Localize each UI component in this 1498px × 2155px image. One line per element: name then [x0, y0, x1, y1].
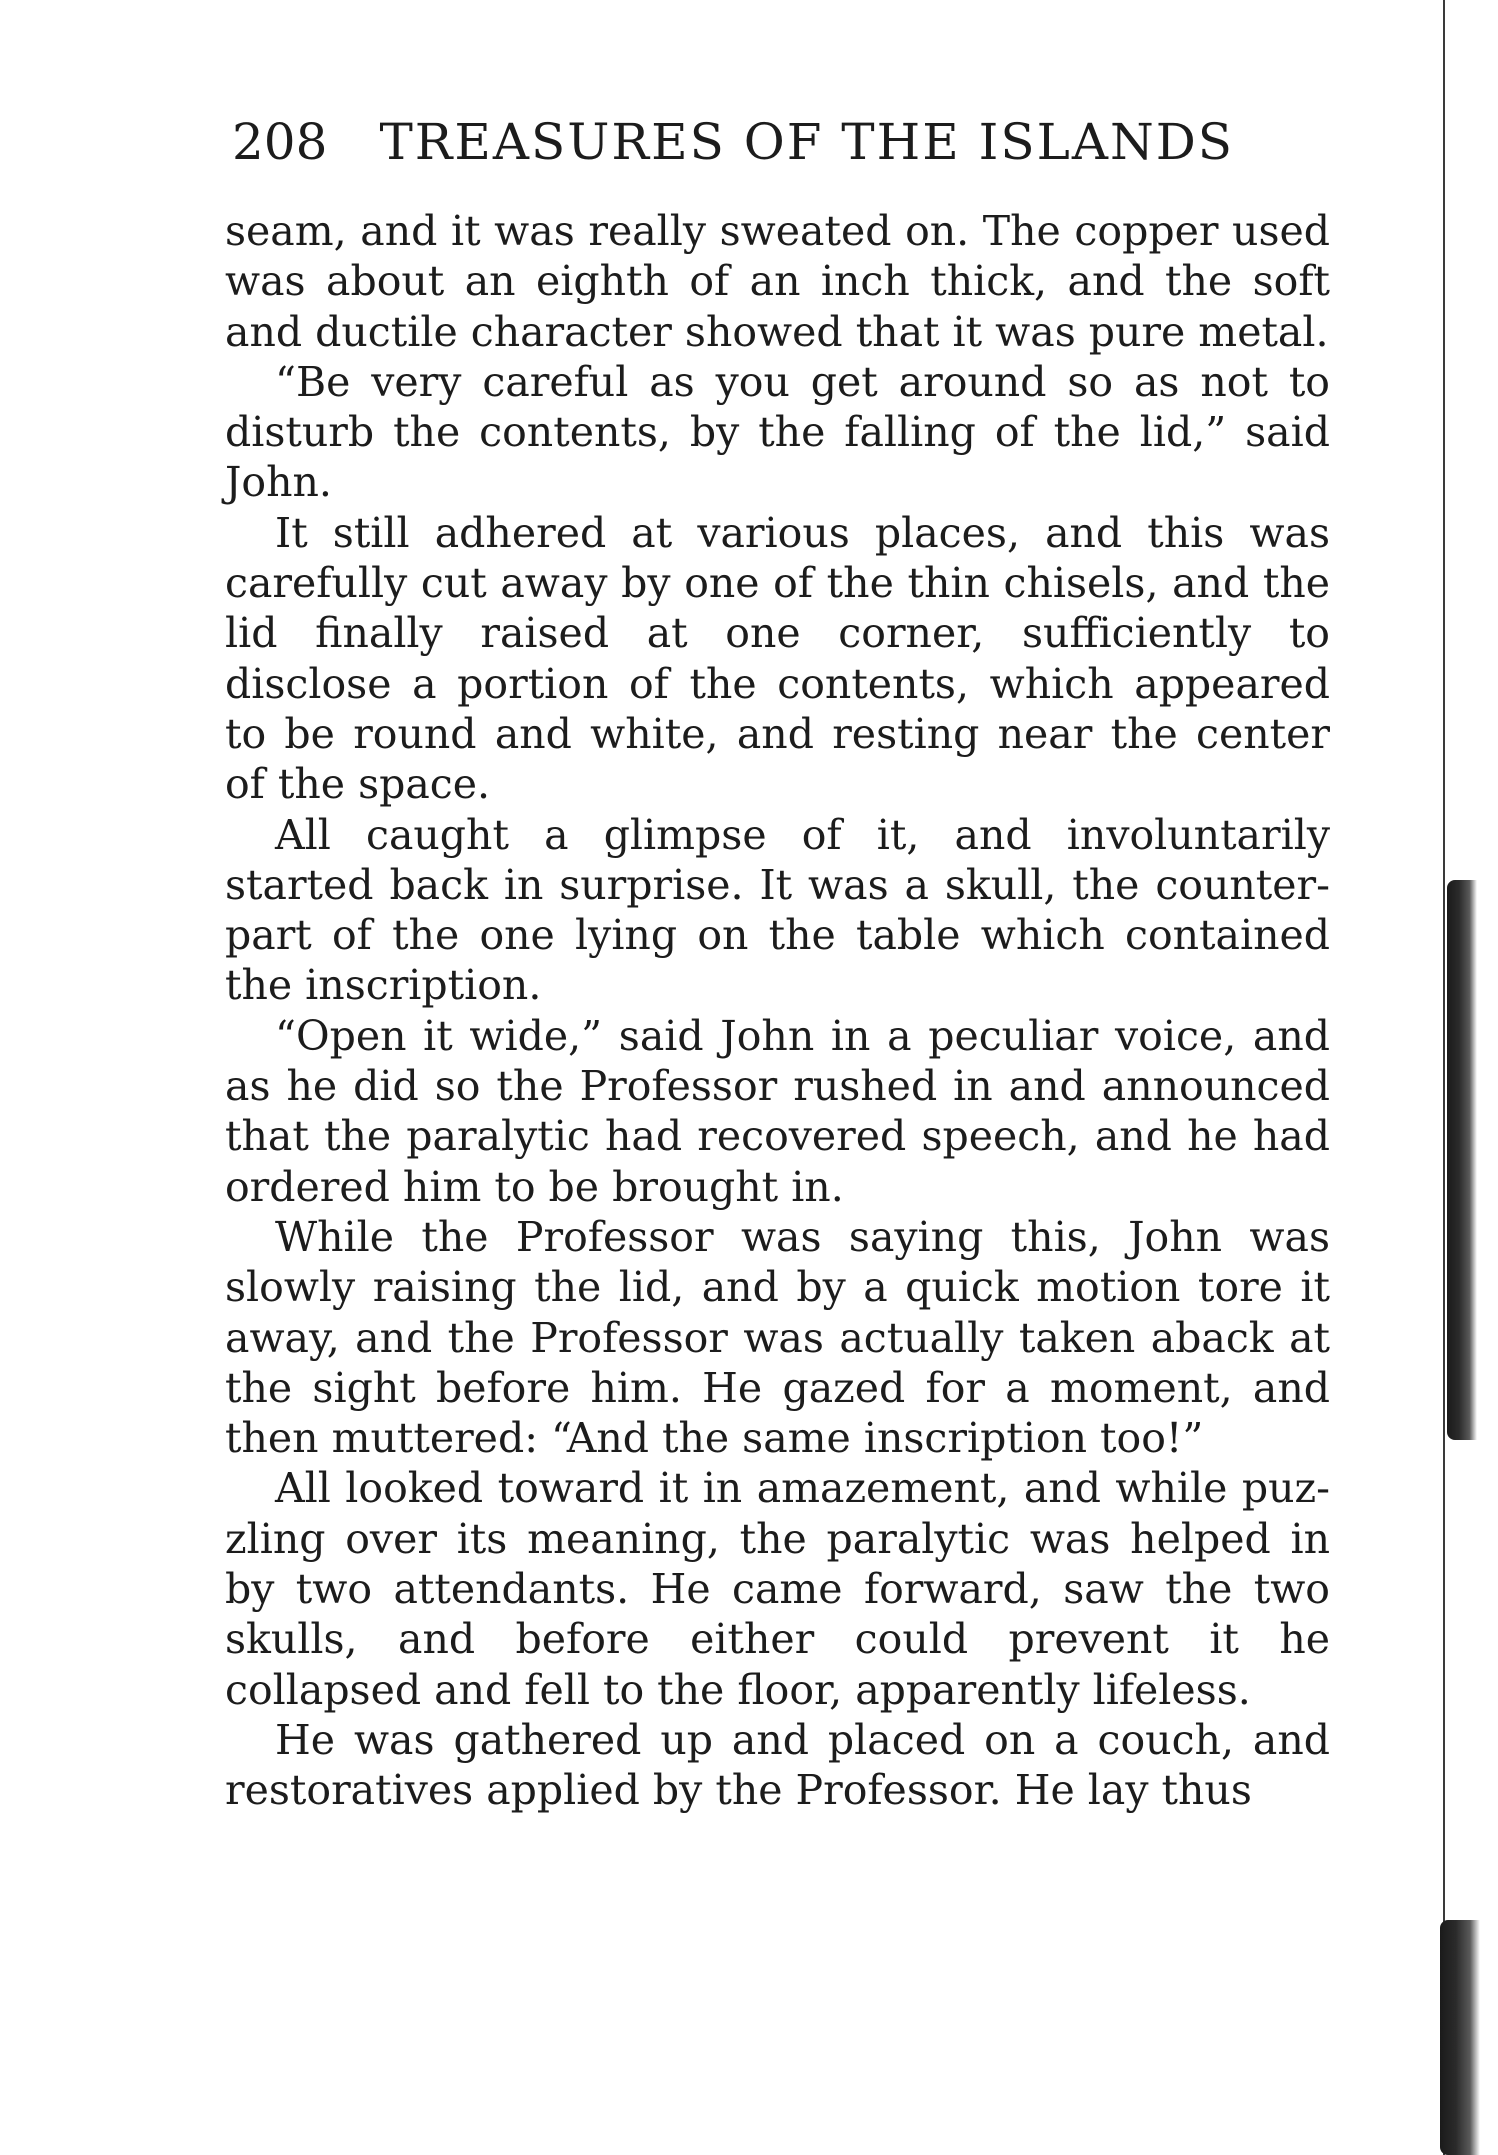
running-title: TREASURES OF THE ISLANDS	[379, 113, 1235, 171]
binding-shadow-lower	[1440, 1920, 1480, 2155]
binding-edge-line	[1443, 0, 1445, 2155]
paragraph: All caught a glimpse of it, and involuntarily started back in surprise. It was a skull, the counterpart of the one lying on the table which contained the inscription.	[225, 810, 1330, 1010]
body-text	[225, 206, 1330, 1816]
paragraph: While the Professor was saying this, John was slowly raising the lid, and by a quick motion tore it away, and the Professor was actually taken aback at the sight before him. He gazed for a moment, and then muttered: “And the same inscription too!”	[225, 1212, 1330, 1463]
paragraph: All looked toward it in amazement, and while puzzling over its meaning, the paralytic was helped in by two attendants. He came forward, saw the two skulls, and before either could prevent it he collapsed and fell to the floor, apparently lifeless.	[225, 1464, 1330, 1714]
page-header	[232, 112, 1332, 172]
page-number: 208	[232, 113, 328, 171]
binding-shadow-upper	[1447, 880, 1477, 1440]
paragraph: He was gathered up and placed on a couch, and restoratives applied by the Professor. He lay thus	[225, 1715, 1330, 1815]
paragraph: It still adhered at various places, and this was carefully cut away by one of the thin chisels, and the lid finally raised at one corner, sufficiently to disclose a portion of the contents, which appeared to be round and white, and resting near the center of the space.	[225, 508, 1330, 809]
paragraph: “Open it wide,” said John in a peculiar voice, and as he did so the Professor rushed in and announced that the paralytic had recovered speech, and he had ordered him to be brought in.	[225, 1011, 1330, 1211]
paragraph: “Be very careful as you get around so as not to disturb the contents, by the falling of the lid,” said John.	[225, 357, 1330, 507]
paragraph: seam, and it was really sweated on. The copper used was about an eighth of an inch thick, and the soft and ductile character showed that it was pure metal.	[225, 207, 1330, 356]
